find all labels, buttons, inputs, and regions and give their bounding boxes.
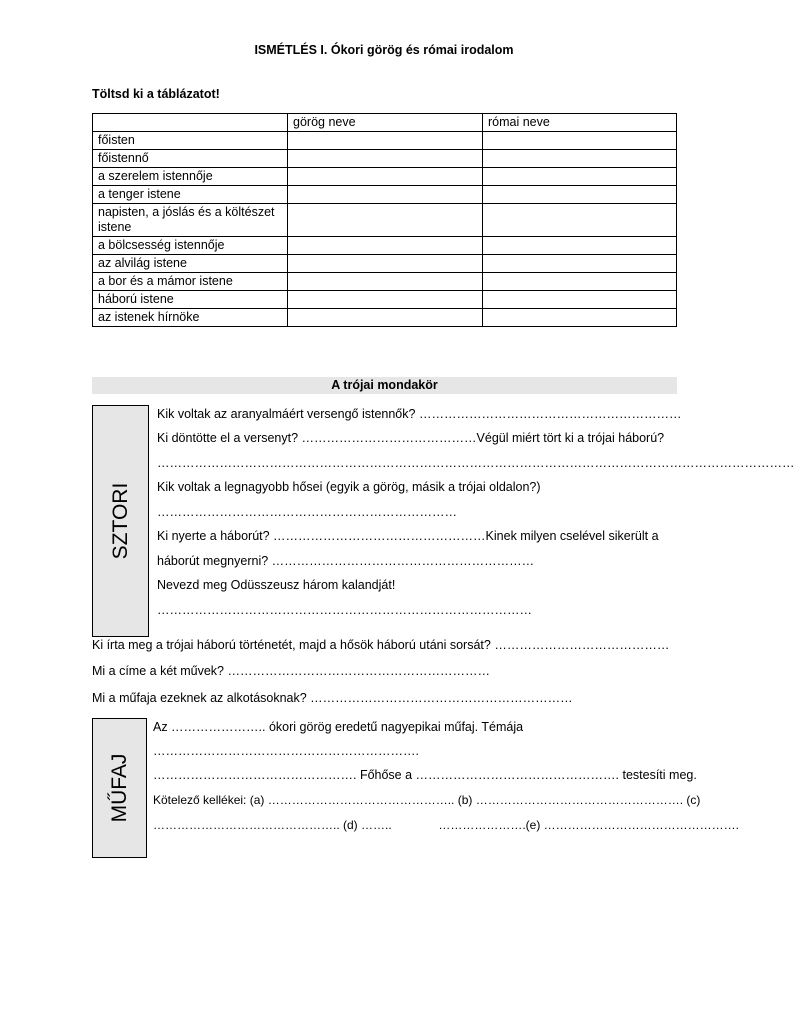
section-title: A trójai mondakör	[92, 377, 677, 394]
role-cell: főisten	[93, 132, 288, 150]
story-line: Ki nyerte a háborút? ……………………………………………Kinek milyen cselével sikerült a	[157, 529, 659, 543]
role-cell: a szerelem istennője	[93, 168, 288, 186]
story-line: Ki döntötte el a versenyt? ……………………………………Végül miért tört ki a trójai háború?	[157, 431, 665, 445]
page-title: ISMÉTLÉS I. Ókori görög és római irodalom	[254, 43, 514, 57]
question-line: Ki írta meg a trójai háború történetét, majd a hősök háború utáni sorsát? ……………………………………	[92, 638, 670, 652]
table-row	[93, 186, 677, 204]
question-line: Mi a címe a két művek? ………………………………………………………	[92, 664, 490, 678]
table-row	[93, 204, 677, 237]
story-sidebar	[92, 405, 149, 637]
greek-name-cell[interactable]	[288, 132, 483, 150]
table-header-roman: római neve	[483, 114, 677, 132]
greek-name-cell[interactable]	[288, 237, 483, 255]
genre-line: …………………………………………. Főhőse a …………………………………………. testesíti meg.	[153, 768, 697, 782]
roman-name-cell[interactable]	[483, 150, 677, 168]
genre-line: Kötelező kellékei: (a) ……………………………………….. (b) ……………………………………………. (c)	[153, 793, 701, 807]
greek-name-cell[interactable]	[288, 291, 483, 309]
story-line: ………………………………………………………………………………	[157, 603, 532, 617]
genre-line: Az ………………….. ókori görög eredetű nagyepikai műfaj. Témája	[153, 720, 524, 734]
story-line: Kik voltak az aranyalmáért versengő istennők? ………………………………………………………	[157, 407, 682, 421]
roman-name-cell[interactable]	[483, 291, 677, 309]
role-cell: napisten, a jóslás és a költészet istene	[93, 204, 288, 237]
greek-name-cell[interactable]	[288, 150, 483, 168]
genre-sidebar	[92, 718, 147, 858]
table-row	[93, 168, 677, 186]
role-cell: az alvilág istene	[93, 255, 288, 273]
greek-name-cell[interactable]	[288, 186, 483, 204]
greek-name-cell[interactable]	[288, 309, 483, 327]
roman-name-cell[interactable]	[483, 186, 677, 204]
table-row	[93, 291, 677, 309]
story-line: Nevezd meg Odüsszeusz három kalandját!	[157, 578, 396, 592]
roman-name-cell[interactable]	[483, 309, 677, 327]
greek-name-cell[interactable]	[288, 204, 483, 237]
story-line: Kik voltak a legnagyobb hősei (egyik a görög, másik a trójai oldalon?)	[157, 480, 541, 494]
story-line: háborút megnyerni? ………………………………………………………	[157, 554, 535, 568]
genre-label: MŰFAJ	[107, 753, 131, 823]
table-instruction: Töltsd ki a táblázatot!	[92, 87, 220, 101]
story-line: ………………………………………………………………	[157, 505, 457, 519]
role-cell: a bor és a mámor istene	[93, 273, 288, 291]
table-row	[93, 273, 677, 291]
table-row	[93, 150, 677, 168]
roman-name-cell[interactable]	[483, 204, 677, 237]
genre-line: ……………………………………………………….	[153, 744, 419, 758]
table-header-row	[93, 114, 677, 132]
gods-table	[92, 113, 677, 327]
greek-name-cell[interactable]	[288, 273, 483, 291]
table-header-cell	[93, 114, 288, 132]
story-label: SZTORI	[108, 482, 132, 560]
table-row	[93, 255, 677, 273]
role-cell: a tenger istene	[93, 186, 288, 204]
role-cell: főistennő	[93, 150, 288, 168]
table-row	[93, 309, 677, 327]
table-row	[93, 132, 677, 150]
genre-line: ……………………………………….. (d) …….. ………………….(e) ………………………………………….	[153, 818, 740, 832]
question-line: Mi a műfaja ezeknek az alkotásoknak? ………………………………………………………	[92, 691, 573, 705]
greek-name-cell[interactable]	[288, 168, 483, 186]
greek-name-cell[interactable]	[288, 255, 483, 273]
role-cell: háború istene	[93, 291, 288, 309]
roman-name-cell[interactable]	[483, 168, 677, 186]
roman-name-cell[interactable]	[483, 273, 677, 291]
table-row	[93, 237, 677, 255]
role-cell: a bölcsesség istennője	[93, 237, 288, 255]
story-line: ………………………………………………………………………………………………………………………………………	[157, 456, 795, 470]
roman-name-cell[interactable]	[483, 132, 677, 150]
roman-name-cell[interactable]	[483, 237, 677, 255]
role-cell: az istenek hírnöke	[93, 309, 288, 327]
table-header-greek: görög neve	[288, 114, 483, 132]
roman-name-cell[interactable]	[483, 255, 677, 273]
